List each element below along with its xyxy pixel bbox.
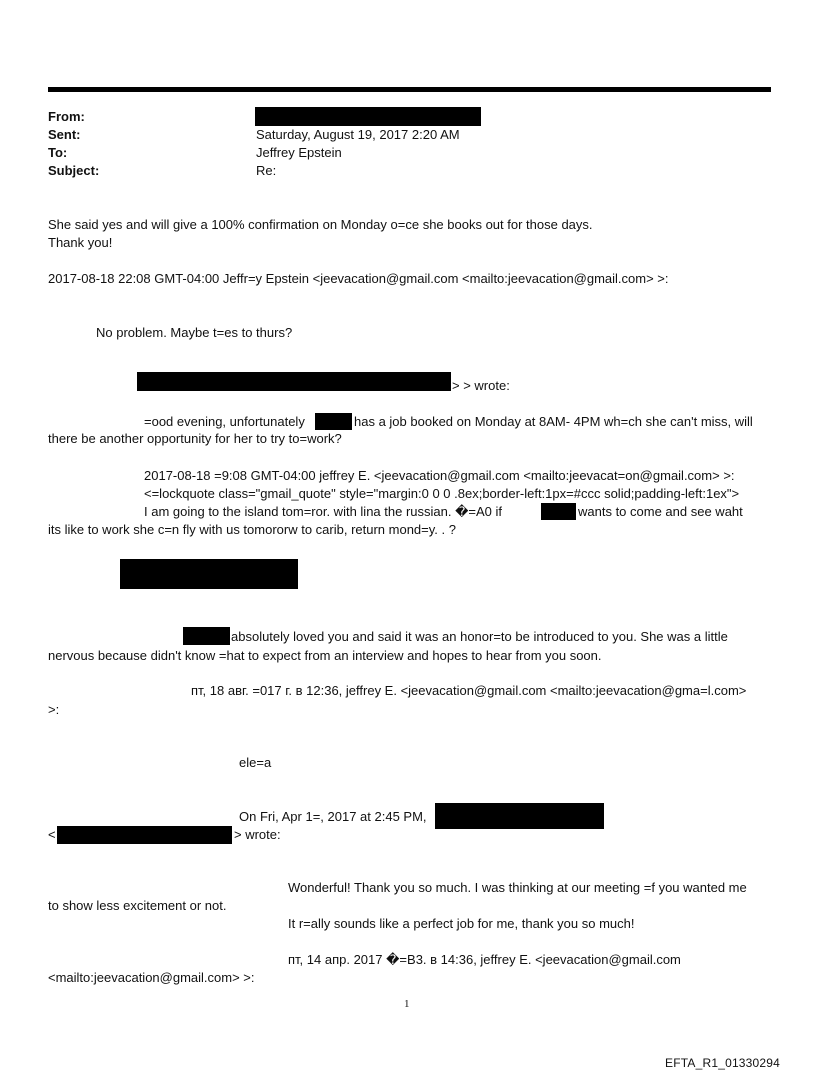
body-line: She said yes and will give a 100% confirmation on Monday o=ce she books out for those days. bbox=[48, 217, 593, 232]
body-line: Wonderful! Thank you so much. I was thinking at our meeting =f you wanted me bbox=[288, 880, 747, 895]
header-rule bbox=[48, 87, 771, 92]
body-line: <mailto:jeevacation@gmail.com> >: bbox=[48, 970, 255, 985]
sent-label: Sent: bbox=[48, 127, 81, 142]
body-line: nervous because didn't know =hat to expect from an interview and hopes to hear from you soon. bbox=[48, 648, 602, 663]
sent-value: Saturday, August 19, 2017 2:20 AM bbox=[256, 127, 460, 142]
body-line: Thank you! bbox=[48, 235, 113, 250]
body-line: ele=a bbox=[239, 755, 272, 770]
redaction-name bbox=[315, 413, 352, 430]
body-line: It r=ally sounds like a perfect job for me, thank you so much! bbox=[288, 916, 635, 931]
body-line: to show less excitement or not. bbox=[48, 898, 227, 913]
redaction-name bbox=[541, 503, 576, 520]
body-line: > > wrote: bbox=[452, 378, 510, 393]
from-label: From: bbox=[48, 109, 85, 124]
body-line: wants to come and see waht bbox=[578, 504, 743, 519]
redaction-email bbox=[57, 826, 232, 844]
page-number: 1 bbox=[404, 998, 410, 1010]
body-line: <=lockquote class="gmail_quote" style="margin:0 0 0 .8ex;border-left:1px=#ccc solid;padding-left:1ex"> bbox=[144, 486, 740, 501]
subject-value: Re: bbox=[256, 163, 277, 178]
body-line: 2017-08-18 =9:08 GMT-04:00 jeffrey E. <jeevacation@gmail.com <mailto:jeevacat=on@gmail.com> >: bbox=[144, 468, 735, 483]
body-line: 2017-08-18 22:08 GMT-04:00 Jeffr=y Epstein <jeevacation@gmail.com <mailto:jeevacation@gmail.com> >: bbox=[48, 271, 669, 286]
to-value: Jeffrey Epstein bbox=[256, 145, 342, 160]
body-line: On Fri, Apr 1=, 2017 at 2:45 PM, bbox=[239, 809, 427, 824]
body-line: =ood evening, unfortunately bbox=[144, 414, 305, 429]
body-line: there be another opportunity for her to try to=work? bbox=[48, 431, 342, 446]
body-line: >: bbox=[48, 702, 60, 717]
body-line: < bbox=[48, 827, 56, 842]
subject-label: Subject: bbox=[48, 163, 100, 178]
body-line: No problem. Maybe t=es to thurs? bbox=[96, 325, 293, 340]
to-label: To: bbox=[48, 145, 68, 160]
body-line: has a job booked on Monday at 8AM- 4PM wh=ch she can't miss, will bbox=[354, 414, 753, 429]
redaction-name bbox=[183, 627, 230, 645]
redaction-name bbox=[435, 803, 604, 829]
document-id: EFTA_R1_01330294 bbox=[665, 1056, 781, 1070]
redaction-sender bbox=[137, 372, 451, 391]
body-line: absolutely loved you and said it was an honor=to be introduced to you. She was a little bbox=[231, 629, 728, 644]
body-line: пт, 14 апр. 2017 �=B3. в 14:36, jeffrey E. <jeevacation@gmail.com bbox=[288, 952, 681, 967]
body-line: its like to work she c=n fly with us tomororw to carib, return mond=y. . ? bbox=[48, 522, 456, 537]
body-line: I am going to the island tom=ror. with lina the russian. �=A0 if bbox=[144, 504, 503, 519]
body-line: пт, 18 авг. =017 г. в 12:36, jeffrey E. <jeevacation@gmail.com <mailto:jeevacation@gma=l.com> bbox=[191, 683, 747, 698]
body-line: > wrote: bbox=[234, 827, 281, 842]
redaction-block bbox=[120, 559, 298, 589]
redaction-from bbox=[255, 107, 481, 126]
